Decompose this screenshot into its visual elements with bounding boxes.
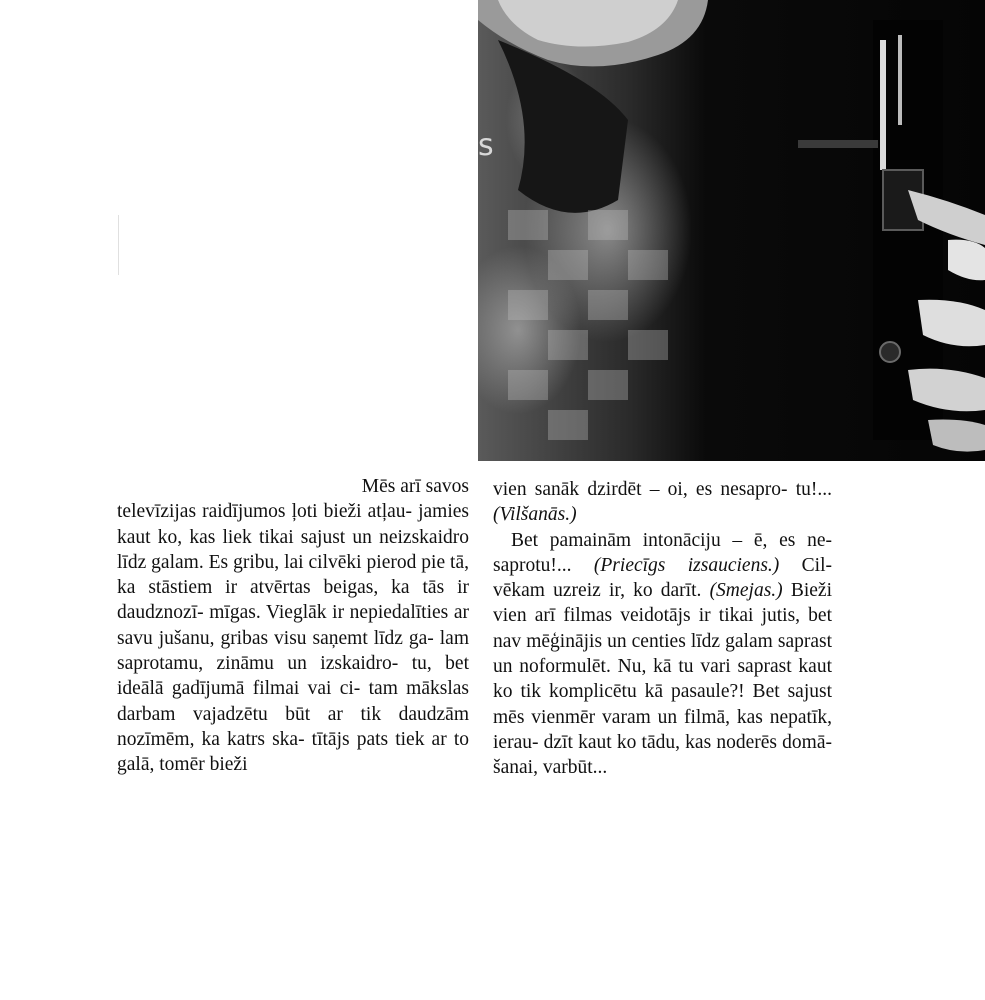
left-line: jamies kaut ko, kas liek tikai sajust bbox=[117, 501, 470, 548]
left-line: jušanu, gribas visu saņemt līdz ga- bbox=[158, 627, 434, 649]
right-text: vēkam uzreiz ir, ko darīt. bbox=[493, 580, 710, 602]
left-line: televīzijas raidījumos ļoti bieži atļau- bbox=[117, 501, 413, 523]
right-text: tu vari saprast kaut ko tik komplicētu bbox=[493, 656, 832, 703]
right-text: Bieži vien arī filmas veidotājs ir tikai bbox=[493, 580, 832, 627]
right-paragraph-2 bbox=[493, 528, 832, 781]
right-text: galam saprast un noformulēt. Nu, kā bbox=[493, 630, 833, 678]
left-line: mīgas. Vieglāk ir nepiedalīties ar savu bbox=[117, 602, 469, 649]
left-line: lai cilvēki pierod pie tā, ka stāstiem ir bbox=[117, 551, 470, 599]
left-line: un neizskaidro līdz galam. Es gribu, bbox=[117, 526, 469, 573]
right-text: kā pasaule?! Bet sajust mēs vienmēr bbox=[493, 681, 832, 728]
emphasis-remark: (Smejas.) bbox=[709, 580, 783, 602]
left-line: tam mākslas darbam vajadzētu būt ar bbox=[117, 678, 469, 725]
left-line: tik daudzām nozīmēm, ka katrs ska- bbox=[117, 703, 470, 750]
right-text: vien sanāk dzirdēt – oi, es nesapro- bbox=[493, 479, 788, 500]
right-text: šanai, varbūt... bbox=[493, 757, 608, 779]
emphasis-remark: (Priecīgs izsauciens.) bbox=[593, 554, 780, 576]
right-text: jutis, bet nav mēģinājis un centies līdz bbox=[493, 605, 833, 652]
right-paragraph-1 bbox=[493, 477, 832, 528]
photo-man-with-camera bbox=[478, 0, 985, 461]
left-line-1: Mēs arī savos bbox=[361, 476, 469, 497]
left-line: tītājs pats tiek ar to galā, tomēr bieži bbox=[117, 728, 469, 776]
right-text: Bet pamainām intonāciju – ē, es ne- bbox=[511, 529, 832, 551]
left-paragraph bbox=[117, 474, 469, 778]
emphasis-remark: (Vilšanās.) bbox=[493, 504, 577, 526]
photo-caption-letter: s bbox=[478, 128, 494, 163]
left-line: lam saprotamu, zināmu un izskaidro- bbox=[117, 627, 469, 675]
photo-illustration bbox=[478, 0, 985, 461]
right-text: tu!... bbox=[795, 479, 832, 500]
right-text: saprotu!... bbox=[493, 554, 594, 576]
left-line: atvērtas beigas, ka tās ir daudznozī- bbox=[117, 577, 469, 624]
right-text: Cil- bbox=[779, 554, 833, 576]
left-text-column bbox=[117, 474, 469, 778]
page-edge-mark bbox=[118, 215, 119, 275]
left-line: tu, bet ideālā gadījumā filmai vai ci- bbox=[117, 653, 469, 700]
right-text: dzīt kaut ko tādu, kas noderēs domā- bbox=[543, 731, 832, 753]
right-text-column bbox=[493, 477, 832, 781]
right-text: varam un filmā, kas nepatīk, ierau- bbox=[493, 706, 833, 753]
